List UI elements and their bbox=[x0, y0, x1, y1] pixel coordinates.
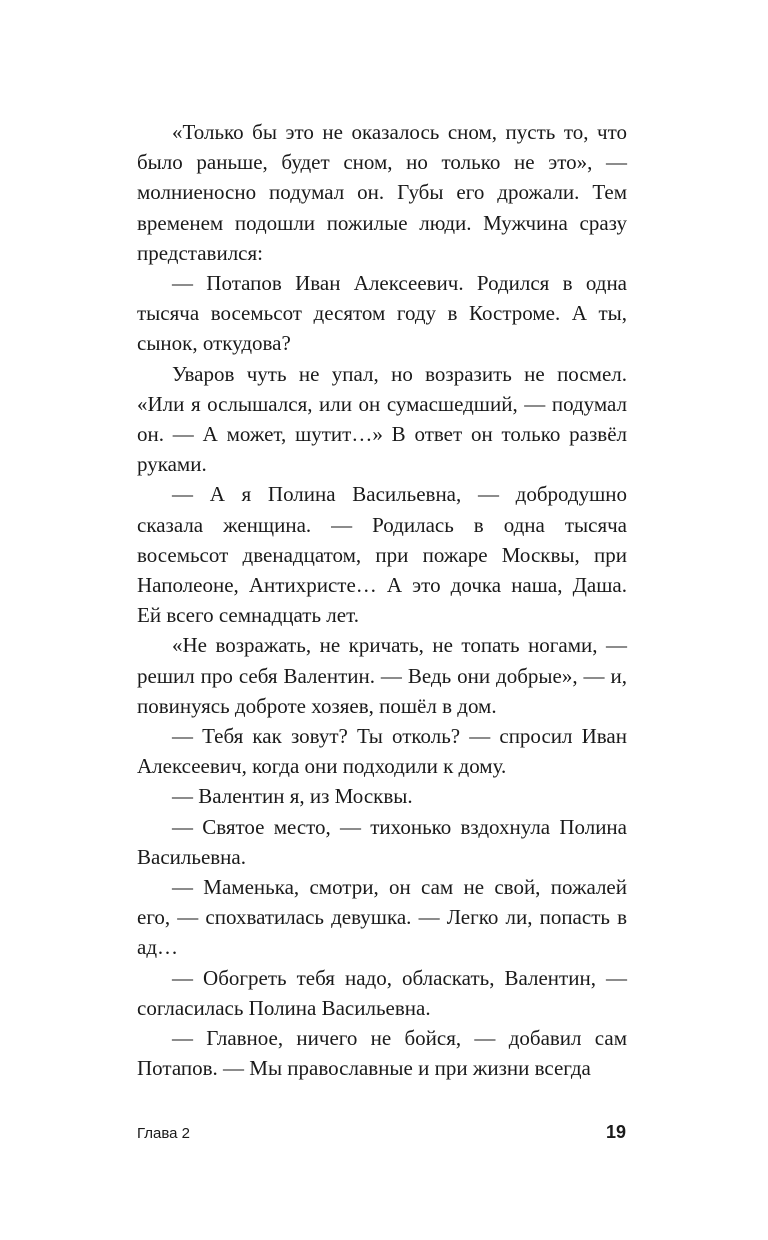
paragraph-3: Уваров чуть не упал, но возразить не посмел. «Или я ослышался, или он сумасшедший, — подумал он. — А может, шутит…» В ответ он только развёл руками. bbox=[137, 361, 627, 477]
page-number: 19 bbox=[605, 1122, 626, 1142]
paragraph-5: «Не возражать, не кричать, не топать ногами, — решил про себя Валентин. — Ведь они добрые», — и, повинуясь доброте хозяев, пошёл в дом. bbox=[137, 633, 627, 718]
paragraph-9: — Маменька, смотри, он сам не свой, пожалей его, — спохватилась девушка. — Легко ли, попасть в ад… bbox=[137, 875, 627, 960]
paragraph-2: — Потапов Иван Алексеевич. Родился в одна тысяча восемьсот десятом году в Костроме. А ты, сынок, откудова? bbox=[137, 271, 627, 356]
paragraph-1: «Только бы это не оказалось сном, пусть то, что было раньше, будет сном, но только не это», — молниеносно подумал он. Губы его дрожали. Тем временем подошли пожилые люди. Мужчина сразу представился: bbox=[137, 120, 627, 265]
paragraph-10: — Обогреть тебя надо, обласкать, Валентин, — согласилась Полина Васильевна. bbox=[137, 965, 627, 1020]
paragraph-8: — Святое место, — тихонько вздохнула Полина Васильевна. bbox=[137, 814, 627, 869]
body-text bbox=[137, 117, 627, 1084]
running-footer-chapter: Глава 2 bbox=[137, 1125, 191, 1142]
paragraph-7: — Валентин я, из Москвы. bbox=[172, 784, 413, 809]
paragraph-6: — Тебя как зовут? Ты отколь? — спросил Иван Алексеевич, когда они подходили к дому. bbox=[137, 724, 627, 779]
paragraph-4: — А я Полина Васильевна, — добродушно сказала женщина. — Родилась в одна тысяча восемьсот двенадцатом, при пожаре Москвы, при Наполеоне, Антихристе… А это дочка наша, Даша. Ей всего семнадцать лет. bbox=[137, 482, 627, 628]
paragraph-11: — Главное, ничего не бойся, — добавил сам Потапов. — Мы православные и при жизни всегда bbox=[137, 1026, 627, 1081]
